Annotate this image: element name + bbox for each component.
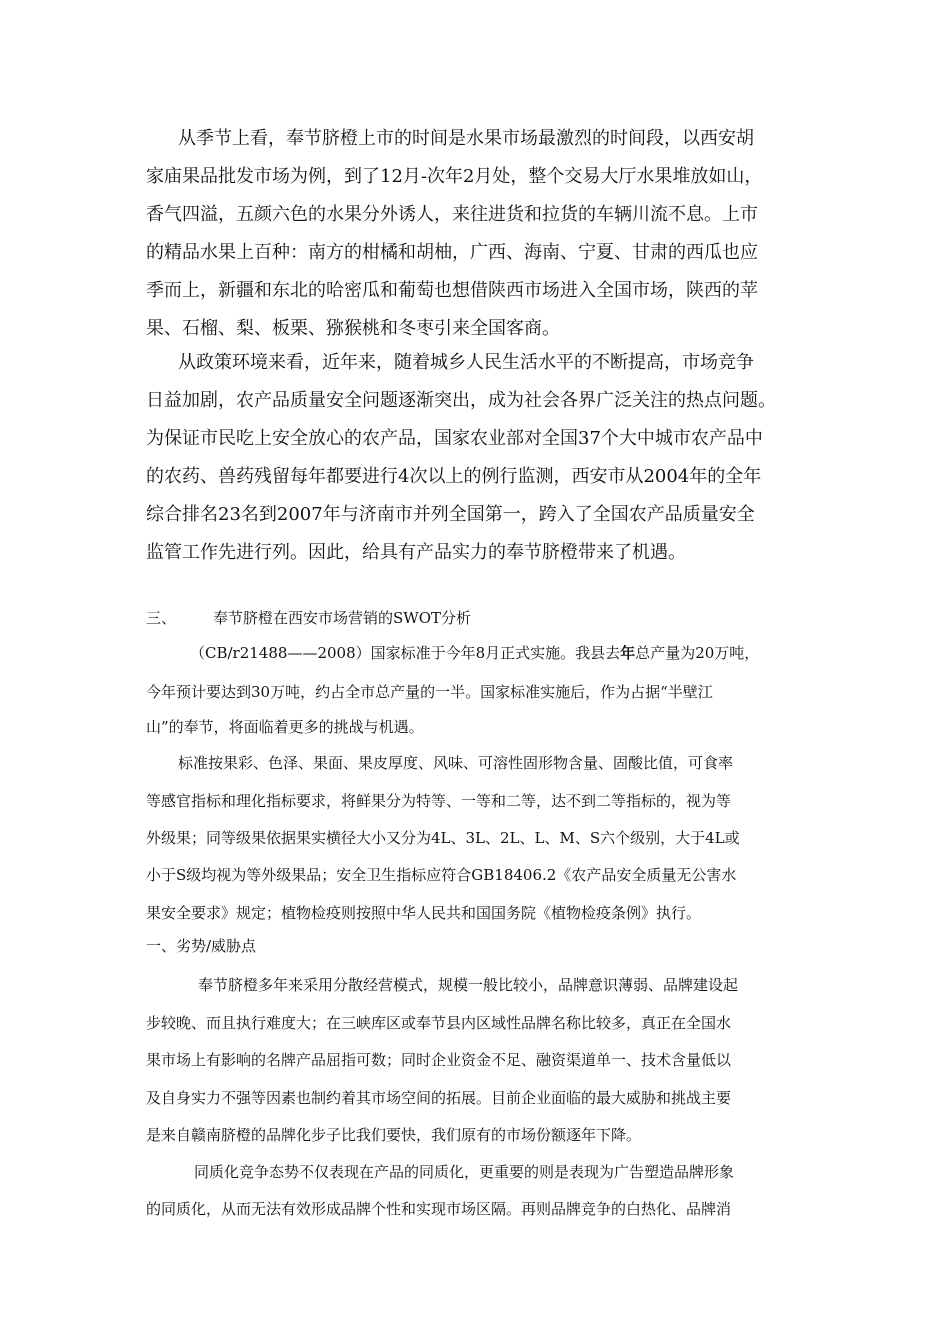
subsection-heading: 一、劣势/威胁点 <box>146 937 257 955</box>
text-line: 奉节脐橙多年来采用分散经营模式，规模一般比较小，品牌意识薄弱、品牌建设起 <box>198 976 739 994</box>
text-line: 是来自赣南脐橙的品牌化步子比我们要快，我们原有的市场份额逐年下降。 <box>146 1126 642 1144</box>
text-line: 从季节上看，奉节脐橙上市的时间是水果市场最激烈的时间段，以西安胡 <box>178 128 754 149</box>
text-line: 果、石榴、梨、板栗、猕猴桃和冬枣引来全国客商。 <box>146 318 560 339</box>
text-line: 为保证市民吃上安全放心的农产品，国家农业部对全国37个大中城市农产品中 <box>146 428 763 449</box>
text-line: 家庙果品批发市场为例，到了12月-次年2月处，整个交易大厅水果堆放如山， <box>146 166 763 187</box>
text-line: 步较晚、而且执行难度大；在三峡库区或奉节县内区域性品牌名称比较多，真正在全国水 <box>146 1014 732 1032</box>
text-line: 今年预计要达到30万吨，约占全市总产量的一半。国家标准实施后，作为占据“半壁江 <box>146 683 713 701</box>
text-line: 同质化竞争态势不仅表现在产品的同质化，更重要的则是表现为广告塑造品牌形象 <box>194 1163 735 1181</box>
text-line: 监管工作先进行列。因此，给具有产品实力的奉节脐橙带来了机遇。 <box>146 542 686 563</box>
text-line: 的精品水果上百种：南方的柑橘和胡柚，广西、海南、宁夏、甘肃的西瓜也应 <box>146 242 758 263</box>
text-line <box>190 642 759 663</box>
text-line: 从政策环境来看，近年来，随着城乡人民生活水平的不断提高，市场竞争 <box>178 352 754 373</box>
text-line: 外级果；同等级果依据果实横径大小又分为4L、3L、2L、L、M、S六个级别，大于4L或 <box>146 829 740 847</box>
text-line: 及自身实力不强等因素也制约着其市场空间的拓展。目前企业面临的最大威胁和挑战主要 <box>146 1089 732 1107</box>
text-line: 季而上，新疆和东北的哈密瓜和葡萄也想借陕西市场进入全国市场，陕西的苹 <box>146 280 758 301</box>
text-line: 山”的奉节，将面临着更多的挑战与机遇。 <box>146 718 424 736</box>
text-line: 标准按果彩、色泽、果面、果皮厚度、风味、可溶性固形物含量、固酸比值，可食率 <box>178 754 734 772</box>
text-line: 的农药、兽药残留每年都要进行4次以上的例行监测，西安市从2004年的全年 <box>146 466 762 487</box>
section-title: 奉节脐橙在西安市场营销的SWOT分析 <box>213 609 471 627</box>
text-line: 小于S级均视为等外级果品；安全卫生指标应符合GB18406.2《农产品安全质量无公害水 <box>146 866 737 884</box>
text-line: 综合排名23名到2007年与济南市并列全国第一，跨入了全国农产品质量安全 <box>146 504 755 525</box>
text-line: 等感官指标和理化指标要求，将鲜果分为特等、一等和二等，达不到二等指标的，视为等 <box>146 792 732 810</box>
bold-text-run: 年 <box>620 644 636 662</box>
text-line: 日益加剧，农产品质量安全问题逐渐突出，成为社会各界广泛关注的热点问题。 <box>146 390 776 411</box>
text-run: 总产量为20万吨， <box>635 644 760 662</box>
text-run: （CB/r21488——2008）国家标准于今年8月正式实施。我县去 <box>190 644 621 662</box>
text-line: 的同质化，从而无法有效形成品牌个性和实现市场区隔。再则品牌竞争的白热化、品牌消 <box>146 1200 732 1218</box>
text-line: 果市场上有影响的名牌产品屈指可数；同时企业资金不足、融资渠道单一、技术含量低以 <box>146 1051 732 1069</box>
text-line: 香气四溢，五颜六色的水果分外诱人，来往进货和拉货的车辆川流不息。上市 <box>146 204 758 225</box>
text-line: 果安全要求》规定；植物检疫则按照中华人民共和国国务院《植物检疫条例》执行。 <box>146 904 702 922</box>
section-number: 三、 <box>146 609 177 627</box>
